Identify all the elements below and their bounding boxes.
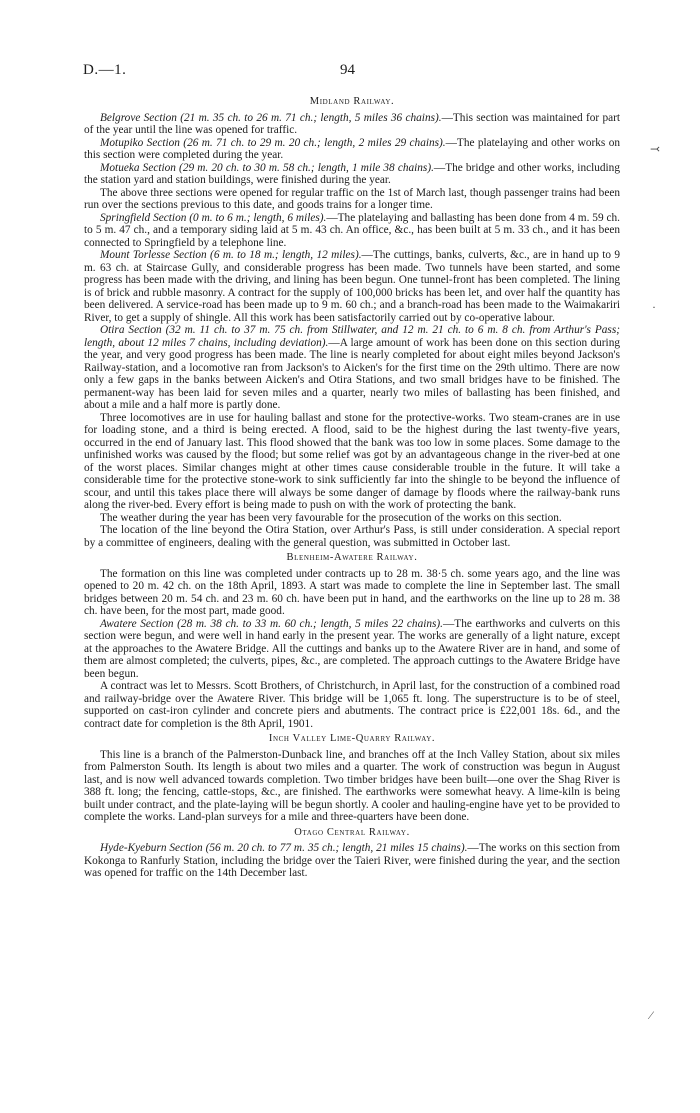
paragraph-text: —The earthworks and culverts on this section were begun, and were well in hand early in the present year. The works are generally of a light nature, except at the approaches to the Awatere Bridge. All the cuttings and banks up to the Awatere River are in hand, and some of them are almost completed; the culverts, pipes, &c., are completed. The approach cuttings to the Awatere Bridge have been begun. — [84, 617, 620, 680]
section-heading: Inch Valley Lime-Quarry Railway. — [268, 733, 436, 744]
section-heading: Blenheim-Awatere Railway. — [286, 552, 418, 563]
margin-mark: · — [652, 300, 656, 314]
paragraph — [84, 412, 620, 512]
paragraph — [84, 512, 620, 525]
section-lead: Mount Torlesse Section (6 m. to 18 m.; length, 12 miles). — [100, 249, 362, 261]
paragraph-text: —The bridge and other works, including the station yard and station buildings, were finished during the year. — [84, 161, 620, 186]
page-number: 94 — [340, 62, 355, 78]
paragraph-text: The formation on this line was completed under contracts up to 28 m. 38·5 ch. some years ago, and the line was opened to 20 m. 42 ch. on the 18th April, 1893. A start was made to complete the line in September last. The small bridges between 20 m. 54 ch. and 23 m. 60 ch. have been put in hand, and the earthworks on the line up to 28 m. 38 ch. have been, for the most part, made good. — [84, 567, 620, 617]
margin-mark: ⤙ — [650, 142, 661, 156]
paragraph — [84, 324, 620, 412]
section-lead: Motupiko Section (26 m. 71 ch. to 29 m. 20 ch.; length, 2 miles 29 chains). — [100, 136, 446, 149]
section-heading: Otago Central Railway. — [294, 826, 410, 838]
paragraph-text: —The platelaying and other works on this section were completed during the year. — [84, 136, 621, 161]
paragraph — [84, 249, 620, 324]
paragraph — [84, 842, 620, 880]
paragraph — [84, 137, 620, 162]
paragraph — [84, 162, 620, 187]
paragraph-text: A contract was let to Messrs. Scott Brothers, of Christchurch, in April last, for the construction of a combined road and railway-bridge over the Awatere River. This bridge will be 1,065 ft. long. The superstructure is to be of steel, supported on cast-iron cylinder and concrete piers and abutments. The contract price is £22,001 18s. 6d., and the contract date for completion is the 8th April, 1901. — [84, 680, 620, 730]
paragraph — [84, 524, 620, 549]
margin-mark: ⁄ — [650, 1008, 653, 1022]
paragraph-text: Three locomotives are in use for hauling ballast and stone for the protective-works. Two steam-cranes are in use for loading stone, and a third is being erected. A flood, said to be the highest during the last twenty-five years, occurred in the end of January last. This flood showed that the bank was too low in some places. Some damage to the unfinished works was caused by the flood; but some relief was got by an advantageous change in the river-bed at one of the worst places. Similar changes might at other times cause considerable trouble in the future. It will take a considerable time for the protective stone-work to sink sufficiently far into the shingle to be beyond the influence of scour, and until this takes place there will always be some danger of damage by floods where the railway-bank runs along the river-bed. Every effort is being made to push on with the work of protecting the bank. — [84, 411, 620, 511]
paragraph — [84, 568, 620, 618]
paragraph-text: —The platelaying and ballasting has been done from 4 m. 59 ch. to 5 m. 47 ch., and a temporary siding laid at 5 m. 43 ch. An office, &c., has been built at 5 m. 33 ch., and it has been connected to Springfield by a telephone line. — [84, 211, 620, 249]
document-reference: D.—1. — [83, 62, 127, 78]
paragraph-text: —This section was maintained for part of the year until the line was opened for traffic. — [84, 111, 621, 136]
section-lead: Awatere Section (28 m. 38 ch. to 33 m. 60 ch.; length, 5 miles 22 chains). — [100, 617, 443, 630]
section-lead: Springfield Section (0 m. to 6 m.; length, 6 miles). — [100, 211, 327, 224]
paragraph-text: This line is a branch of the Palmerston-Dunback line, and branches off at the Inch Valley Station, about six miles from Palmerston South. Its length is about two miles and a quarter. The work of construction was begun in August last, and is now well advanced towards completion. Two timber bridges have been built—one over the Shag River is 388 ft. long; the fencing, cattle-stops, &c., are finished. The earthworks were somewhat heavy. A lime-kiln is being built under contract, and the plate-laying will be begun shortly. A cooler and hauling-engine have yet to be provided to complete the works. Land-plan surveys for a mile and three-quarters have been done. — [84, 748, 620, 823]
paragraph-text: The above three sections were opened for regular traffic on the 1st of March last, though passenger trains had been run over the sections previous to this date, and goods trains for a longer time. — [84, 186, 620, 211]
paragraph — [84, 112, 620, 137]
paragraph — [84, 749, 620, 824]
paragraph — [84, 680, 620, 730]
section-lead: Otira Section (32 m. 11 ch. to 37 m. 75 ch. from Stillwater, and 12 m. 21 ch. to 6 m. 8 ch. from Arthur's Pass; length, about 12 miles 7 chains, including deviation). — [84, 324, 620, 349]
paragraph-text: The location of the line beyond the Otira Station, over Arthur's Pass, is still under consideration. A special report by a committee of engineers, dealing with the general question, was submitted in October last. — [84, 524, 620, 549]
document-body — [84, 96, 620, 880]
paragraph-text: —The works on this section from Kokonga to Ranfurly Station, including the bridge over the Taieri River, were finished during the year, and the section was opened for traffic on the 14th December last. — [84, 842, 620, 879]
section-lead: Hyde-Kyeburn Section (56 m. 20 ch. to 77 m. 35 ch.; length, 21 miles 15 chains). — [100, 842, 468, 854]
section-lead: Motueka Section (29 m. 20 ch. to 30 m. 58 ch.; length, 1 mile 38 chains). — [100, 161, 434, 174]
section-heading: Midland Railway. — [309, 96, 395, 107]
paragraph — [84, 618, 620, 681]
paragraph-text: —A large amount of work has been done on this section during the year, and very good progress has been made. The line is nearly completed for about eight miles beyond Jackson's Railway-station, and a locomotive ran from Jackson's to Aicken's for the first time on the 29th ultimo. There are now only a few gaps in the banks between Aicken's and Otira Stations, and two small bridges have to be finished. The permanent-way has been laid for seven miles and a quarter, nearly two miles of ballasting has been finished, and about a mile and a half more is partly done. — [84, 336, 620, 411]
paragraph-text: —The cuttings, banks, culverts, &c., are in hand up to 9 m. 63 ch. at Staircase Gully, and considerable progress has been made. Two tunnels have been started, and some progress has been made with the driving, and lining has been begun. One tunnel-front has been completed. The lining is of brick and rubble masonry. A contract for the supply of 100,000 bricks has been let, and over half the quantity has been delivered. A service-road has been made up to 9 m. 60 ch.; and a branch-road has been made to the Waimakariri River, to get a supply of shingle. All this work has been satisfactorily carried out by co-operative labour. — [84, 249, 620, 324]
paragraph — [84, 212, 620, 250]
section-lead: Belgrove Section (21 m. 35 ch. to 26 m. 71 ch.; length, 5 miles 36 chains). — [100, 111, 442, 124]
paragraph — [84, 187, 620, 212]
paragraph-text: The weather during the year has been very favourable for the prosecution of the works on this section. — [100, 511, 562, 524]
